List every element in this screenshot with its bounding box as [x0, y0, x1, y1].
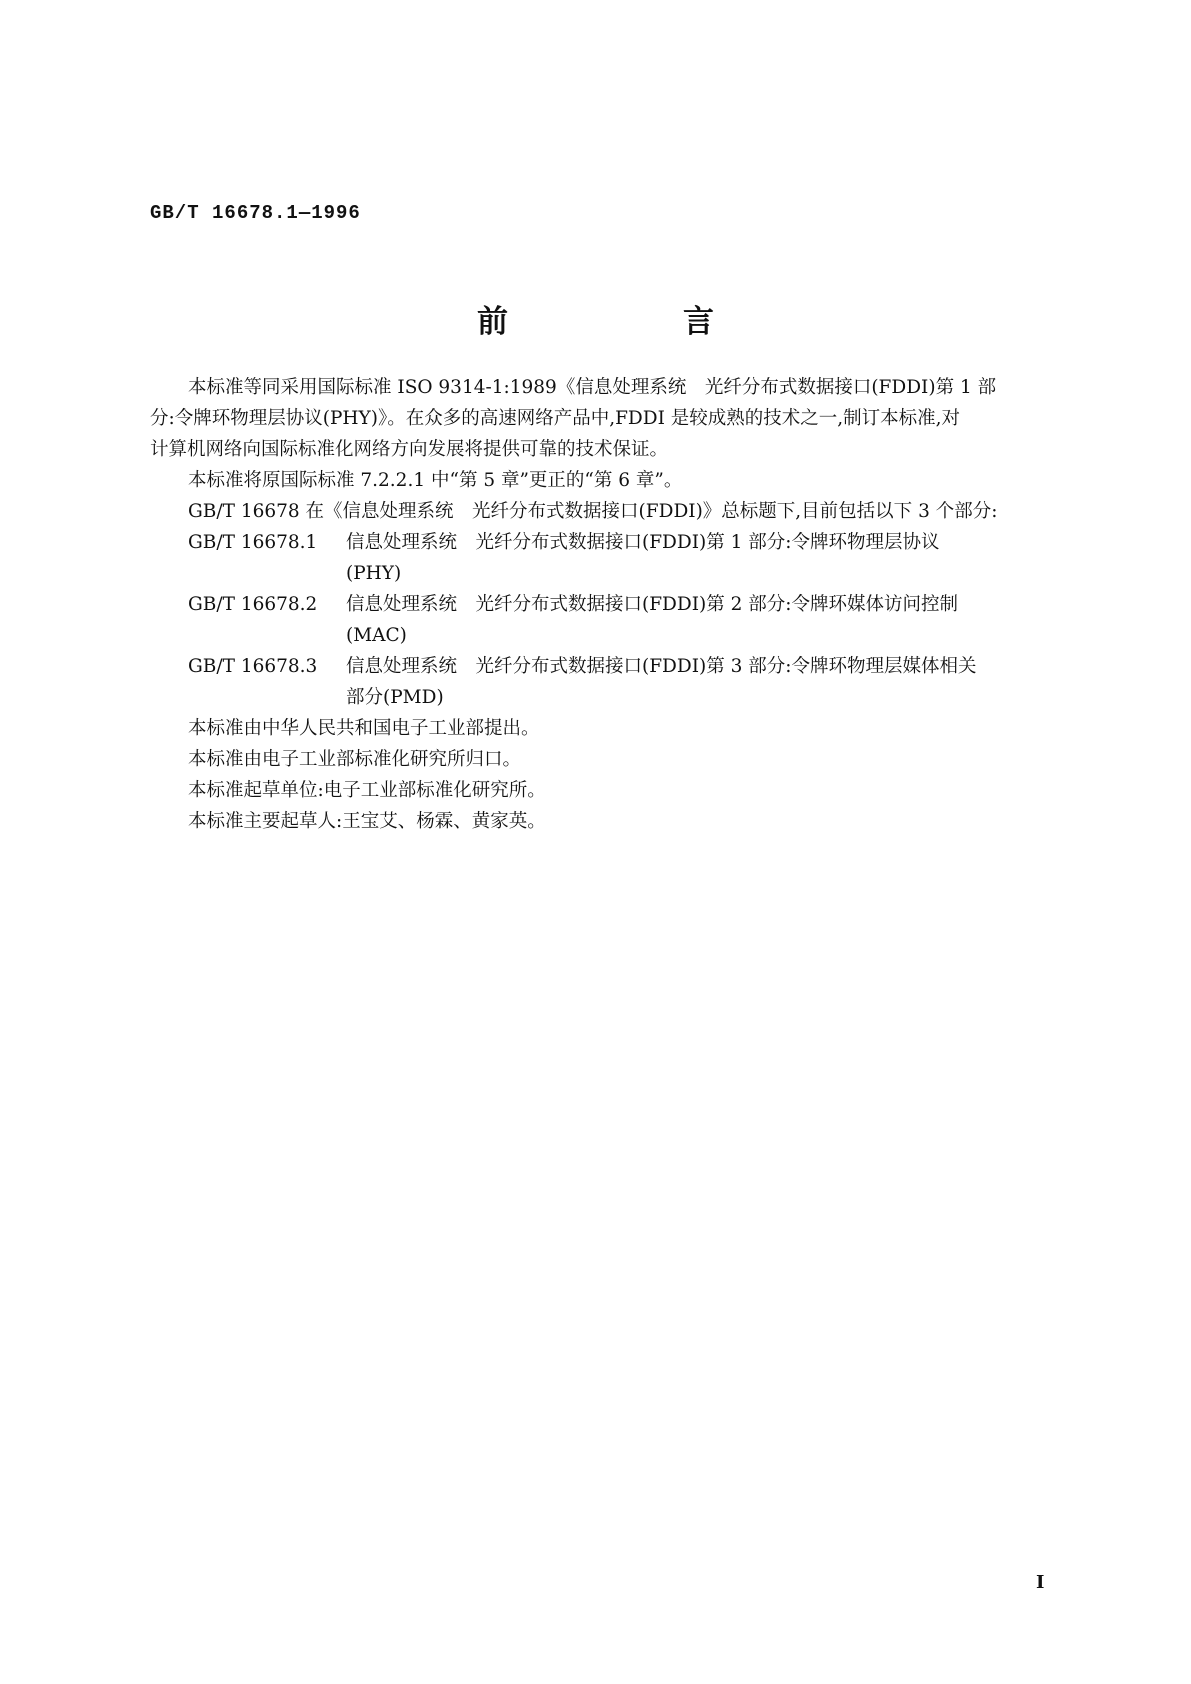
- paragraph-parts-intro: [150, 496, 1070, 527]
- part-title-line: 部分(PMD): [346, 687, 444, 708]
- part-item: [150, 527, 1070, 589]
- part-code: GB/T 16678.1: [188, 532, 318, 553]
- paragraph-proposer: [150, 713, 1070, 744]
- part-code: GB/T 16678.3: [188, 656, 318, 677]
- part-title-line: (PHY): [346, 563, 402, 584]
- foreword-body: [150, 372, 1070, 837]
- paragraph-line: 本标准起草单位:电子工业部标准化研究所。: [188, 780, 546, 801]
- part-title: [346, 527, 1070, 589]
- paragraph-drafting-unit: [150, 775, 1070, 806]
- paragraph-line: GB/T 16678 在《信息处理系统 光纤分布式数据接口(FDDI)》总标题下,目前包括以下 3 个部分:: [188, 501, 998, 522]
- page-number: I: [1036, 1572, 1045, 1593]
- paragraph-line: 分:令牌环物理层协议(PHY)》。在众多的高速网络产品中,FDDI 是较成熟的技术之一,制订本标准,对: [150, 408, 961, 429]
- paragraph-adoption: [150, 372, 1070, 465]
- part-item: [150, 589, 1070, 651]
- part-title-line: 信息处理系统 光纤分布式数据接口(FDDI)第 3 部分:令牌环物理层媒体相关: [346, 656, 977, 677]
- standard-code: GB/T 16678.1—1996: [150, 202, 361, 224]
- part-title: [346, 589, 1070, 651]
- paragraph-line: 本标准由中华人民共和国电子工业部提出。: [188, 718, 540, 739]
- part-title-line: 信息处理系统 光纤分布式数据接口(FDDI)第 2 部分:令牌环媒体访问控制: [346, 594, 959, 615]
- part-title-line: 信息处理系统 光纤分布式数据接口(FDDI)第 1 部分:令牌环物理层协议: [346, 532, 940, 553]
- part-title-line: (MAC): [346, 625, 407, 646]
- paragraph-line: 本标准等同采用国际标准 ISO 9314-1:1989《信息处理系统 光纤分布式数据接口(FDDI)第 1 部: [188, 377, 997, 398]
- page-title: 前 言: [477, 304, 786, 340]
- paragraph-administrator: [150, 744, 1070, 775]
- paragraph-drafters: [150, 806, 1070, 837]
- part-item: [150, 651, 1070, 713]
- paragraph-correction: [150, 465, 1070, 496]
- paragraph-line: 本标准由电子工业部标准化研究所归口。: [188, 749, 522, 770]
- paragraph-line: 本标准将原国际标准 7.2.2.1 中“第 5 章”更正的“第 6 章”。: [188, 470, 683, 491]
- part-code: GB/T 16678.2: [188, 594, 318, 615]
- paragraph-line: 本标准主要起草人:王宝艾、杨霖、黄家英。: [188, 811, 546, 832]
- paragraph-line: 计算机网络向国际标准化网络方向发展将提供可靠的技术保证。: [150, 439, 669, 460]
- part-title: [346, 651, 1070, 713]
